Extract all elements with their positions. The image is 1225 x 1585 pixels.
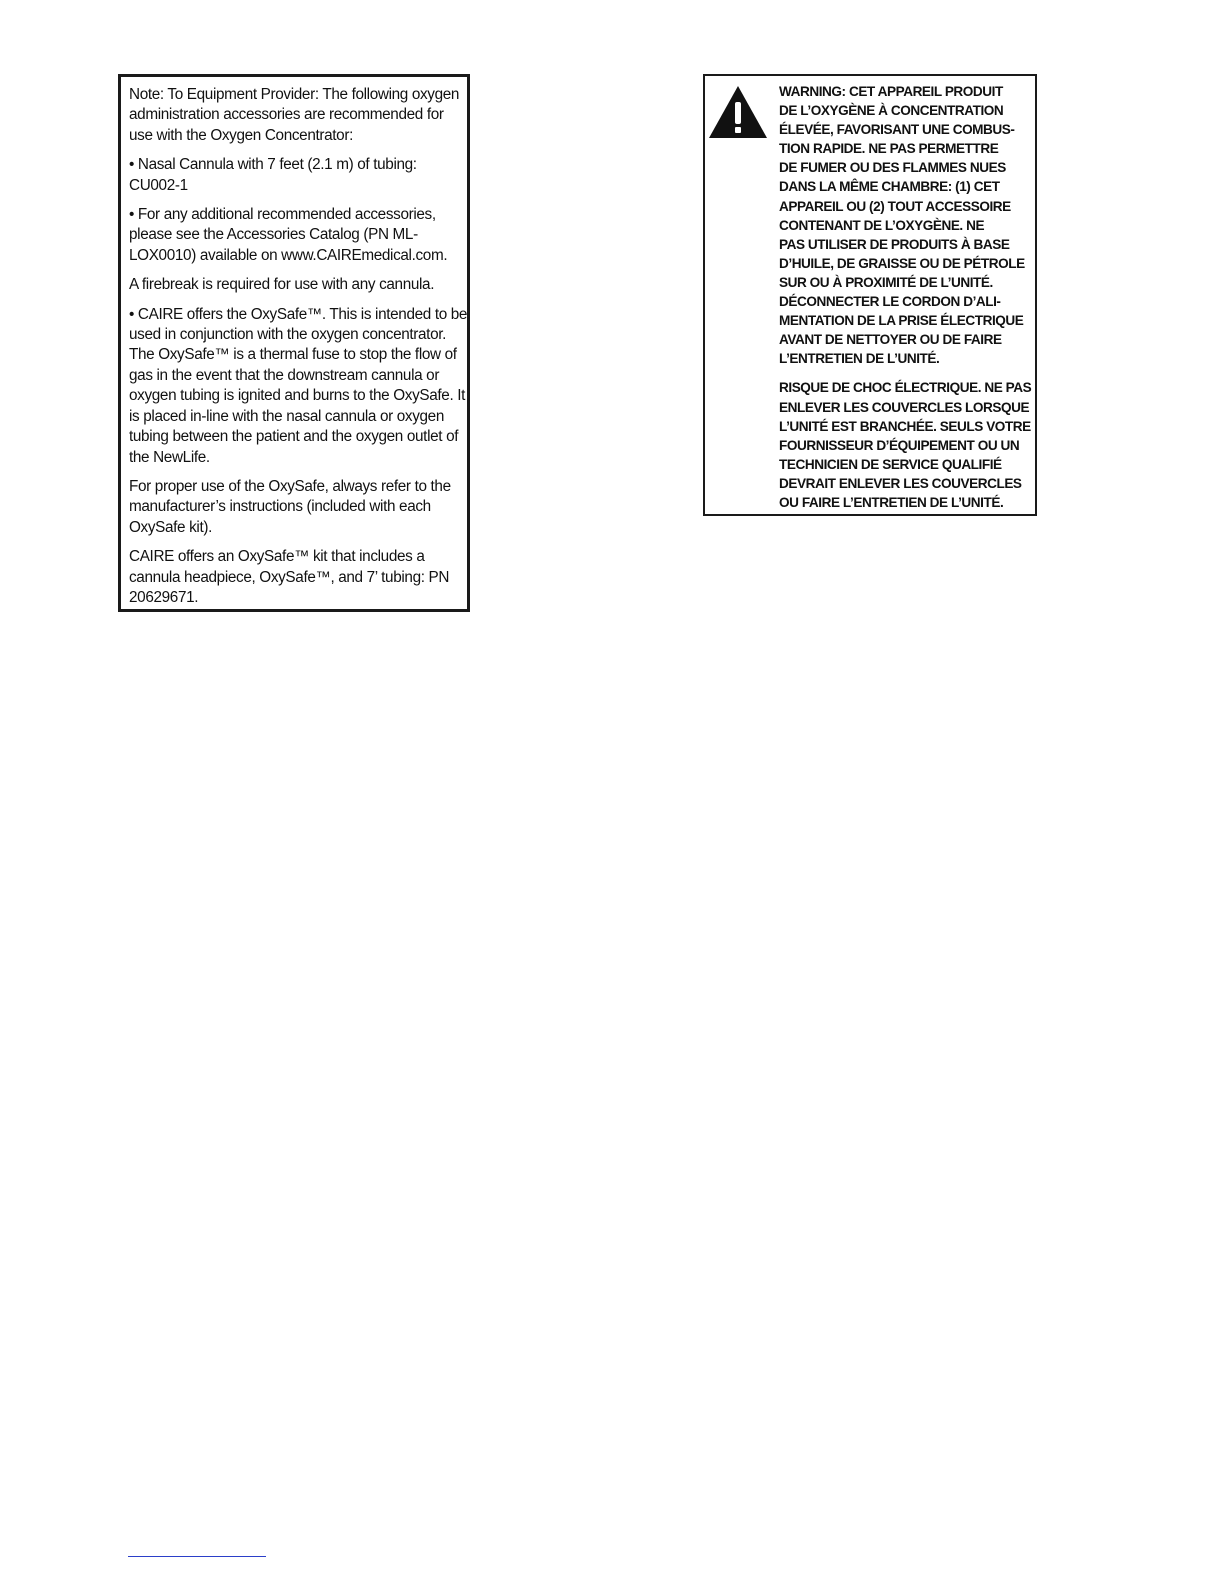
warning-electric-shock: RISQUE DE CHOC ÉLECTRIQUE. NE PAS ENLEVER LES COUVERCLES LORSQUE L’UNITÉ EST BRANCHÉE. SEULS VOTRE FOURNISSEUR D’ÉQUIPEMENT OU UN TECHNICIEN DE SERVICE QUALIFIÉ DEVRAIT ENLEVER LES COUVERCLES OU FAIRE L’ENTRETIEN DE L’UNITÉ. (779, 380, 1032, 510)
note-firebreak: A firebreak is required for use with any cannula. (129, 276, 435, 294)
note-bullet-nasal-cannula: • Nasal Cannula with 7 feet (2.1 m) of tubing: CU002-1 (129, 156, 417, 194)
footer-link-underline (128, 1556, 266, 1557)
note-intro: Note: To Equipment Provider: The following oxygen administration accessories are recommended for use with the Oxygen Concentrator: (129, 86, 460, 144)
note-proper-use: For proper use of the OxySafe, always refer to the manufacturer’s instructions (included with each OxySafe kit). (129, 477, 451, 536)
warning-oxygen-fire: WARNING: CET APPAREIL PRODUIT DE L’OXYGÈNE À CONCENTRATION ÉLEVÉE, FAVORISANT UNE COMBUS- TION RAPIDE. NE PAS PERMETTRE DE FUMER OU DES FLAMMES NUES DANS LA MÊME CHAMBRE: (1) CET APPAREIL OU (2) TOUT ACCESSOIRE CONTENANT DE L’OXYGÈNE. NE PAS UTILISER DE PRODUITS À BASE D’HUILE, DE GRAISSE OU DE PÉTROLE SUR OU À PROXIMITÉ DE L’UNITÉ. DÉCONNECTER LE CORDON D’ALI- MENTATION DE LA PRISE ÉLECTRIQUE AVANT DE NETTOYER OU DE FAIRE L’ENTRETIEN DE L’UNITÉ. (779, 84, 1025, 367)
warning-text (779, 82, 1035, 516)
note-bullet-accessories-catalog: • For any additional recommended accessories, please see the Accessories Catalog (PN ML-LOX0010) available on www.CAIREmedical.com. (129, 206, 448, 264)
equipment-provider-note (118, 74, 470, 612)
note-oxysafe-kit: CAIRE offers an OxySafe™ kit that includes a cannula headpiece, OxySafe™, and 7’ tubing: PN 20629671. (129, 548, 450, 606)
warning-triangle-icon (707, 84, 769, 140)
note-bullet-oxysafe: • CAIRE offers the OxySafe™. This is intended to be used in conjunction with the oxygen concentrator. The OxySafe™ is a thermal fuse to stop the flow of gas in the event that the downstream cannula or oxygen tubing is ignited and burns to the OxySafe. It is placed in-line with the nasal cannula or oxygen tubing between the patient and the oxygen outlet of the NewLife. (129, 305, 468, 466)
french-warning-box (703, 74, 1037, 516)
